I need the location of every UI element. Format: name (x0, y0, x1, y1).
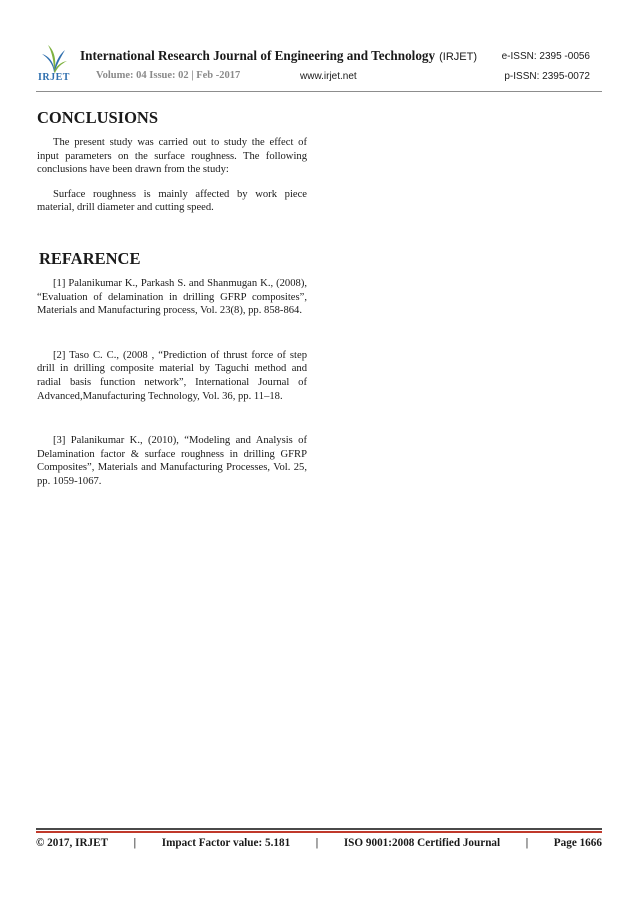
volume-info: Volume: 04 Issue: 02 | Feb -2017 (96, 70, 241, 81)
footer-separator: | (525, 837, 529, 849)
irjet-logo (36, 44, 72, 86)
reference-item: [2] Taso C. C., (2008 , “Prediction of thrust force of step drill in drilling composite material by Taguchi method and radial basis function network”, International Journal of Advanced,Manufacturing Technology, Vol. 36, pp. 11–18. (37, 349, 307, 402)
conclusions-paragraph: Surface roughness is mainly affected by work piece material, drill diameter and cutting speed. (37, 188, 307, 214)
reference-item: [3] Palanikumar K., (2010), “Modeling and Analysis of Delamination factor & surface roughness in drilling GFRP Composites”, Materials and Manufacturing Processes, Vol. 25, pp. 1059-1067. (37, 435, 307, 487)
journal-title (80, 48, 477, 64)
journal-abbr: (IRJET) (439, 51, 478, 63)
footer-separator: | (133, 837, 137, 849)
logo-text: IRJET (38, 72, 70, 83)
references-heading: REFARENCE (39, 248, 141, 268)
page-footer (36, 837, 602, 849)
footer-page-number: Page 1666 (553, 837, 602, 849)
footer-iso: ISO 9001:2008 Certified Journal (343, 837, 501, 849)
journal-url[interactable]: www.irjet.net (300, 71, 357, 82)
conclusions-paragraph: The present study was carried out to study the effect of input parameters on the surface roughness. The following conclusions have been drawn from the study: (37, 137, 307, 176)
header-divider (36, 91, 602, 92)
leaf-icon (40, 44, 68, 74)
footer-divider-red (36, 831, 602, 833)
footer-impact-factor: Impact Factor value: 5.181 (161, 837, 291, 849)
eissn: e-ISSN: 2395 -0056 (501, 51, 590, 62)
footer-separator: | (315, 837, 319, 849)
footer-divider-dark (36, 828, 602, 830)
conclusions-heading: CONCLUSIONS (37, 108, 159, 127)
reference-item: [1] Palanikumar K., Parkash S. and Shanmugan K., (2008), “Evaluation of delamination in drilling GFRP composites”, Materials and Manufacturing process, Vol. 23(8), pp. 858-864. (37, 277, 307, 317)
left-column (37, 108, 307, 520)
journal-name: International Research Journal of Engineering and Technology (80, 48, 436, 63)
pissn: p-ISSN: 2395-0072 (504, 71, 590, 82)
page-header (36, 44, 602, 90)
footer-copyright: © 2017, IRJET (36, 837, 109, 849)
